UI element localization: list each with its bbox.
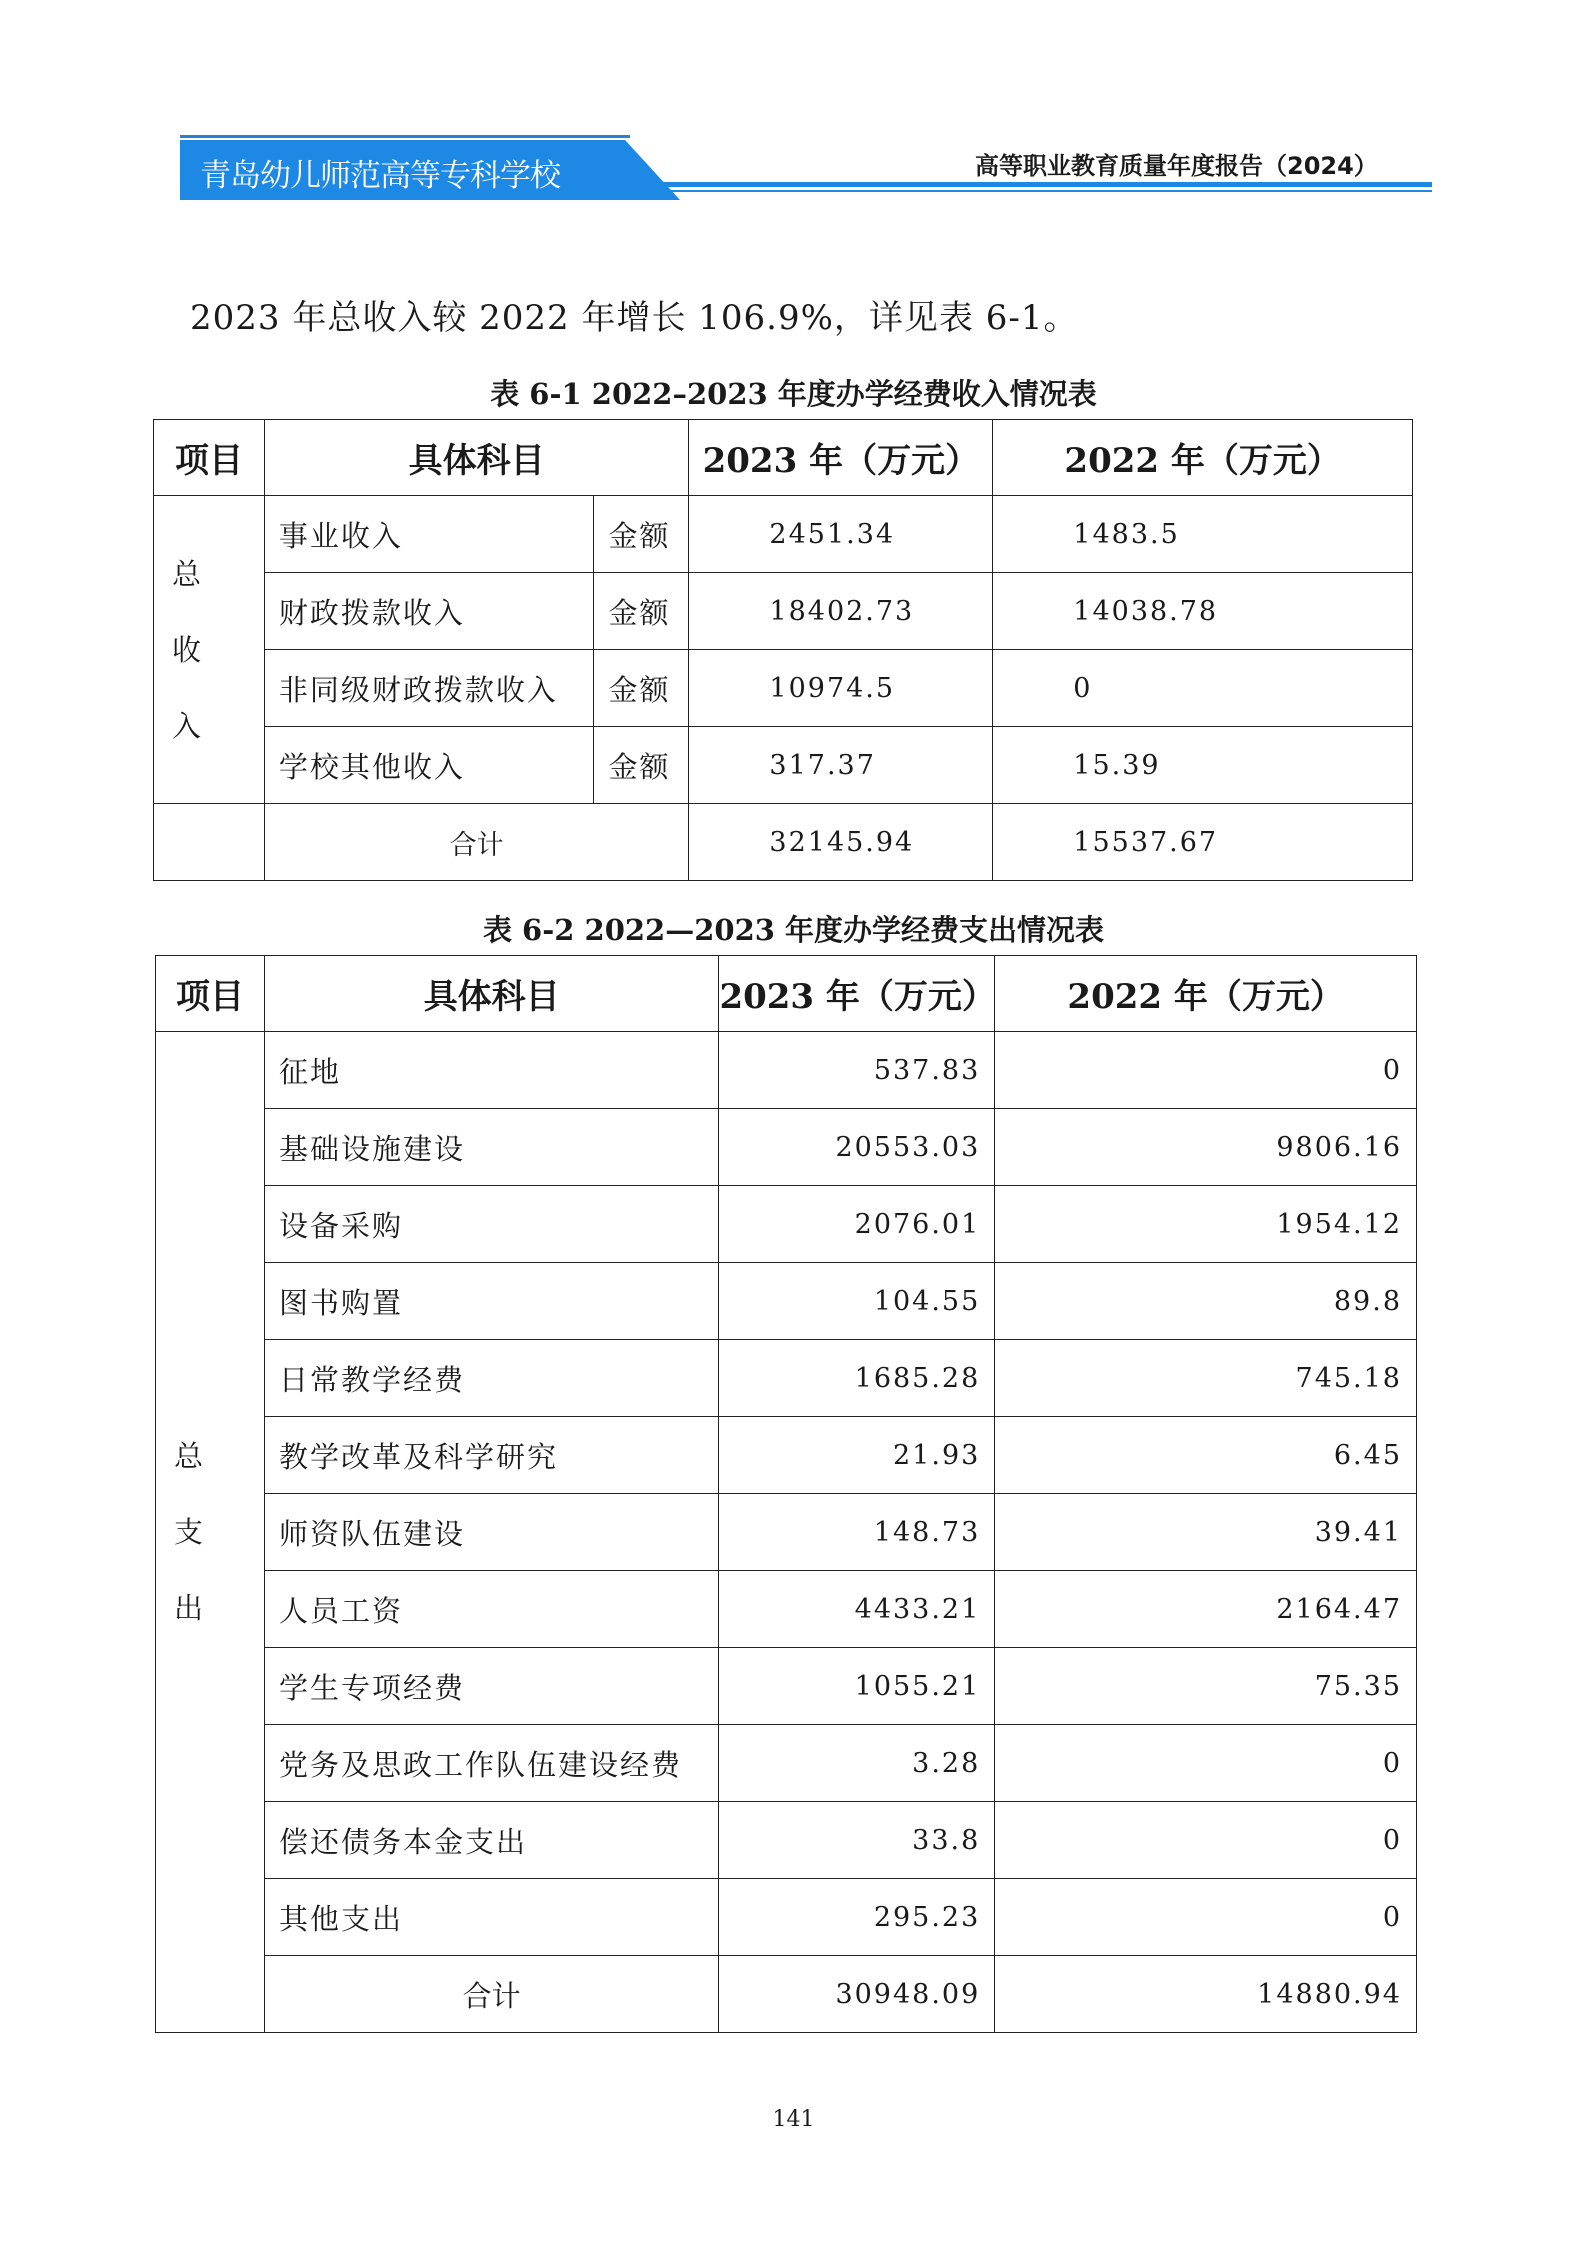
value-2023: 1685.28 <box>719 1340 995 1417</box>
value-2023: 20553.03 <box>719 1109 995 1186</box>
table-row <box>156 1879 1417 1956</box>
value-2022: 0 <box>995 1725 1417 1802</box>
header-cell: 2023 年（万元） <box>719 956 995 1032</box>
value-2022: 1954.12 <box>995 1186 1417 1263</box>
value-2023: 18402.73 <box>689 573 993 650</box>
value-2022: 745.18 <box>995 1340 1417 1417</box>
value-2022: 1483.5 <box>993 496 1413 573</box>
row-item: 师资队伍建设 <box>264 1494 719 1571</box>
row-item: 征地 <box>264 1032 719 1109</box>
value-2022: 39.41 <box>995 1494 1417 1571</box>
row-item: 设备采购 <box>264 1186 719 1263</box>
value-2023: 33.8 <box>719 1802 995 1879</box>
row-unit: 金额 <box>594 496 689 573</box>
row-unit: 金额 <box>594 727 689 804</box>
header-top-line <box>180 135 630 138</box>
total-2023: 30948.09 <box>719 1956 995 2033</box>
table1-caption: 表 6-1 2022–2023 年度办学经费收入情况表 <box>490 377 1097 411</box>
total-2022: 15537.67 <box>993 804 1413 881</box>
value-2022: 15.39 <box>993 727 1413 804</box>
row-item: 学校其他收入 <box>264 727 594 804</box>
table-row <box>156 1186 1417 1263</box>
table-row <box>156 1263 1417 1340</box>
income-table <box>153 419 1413 881</box>
total-2023: 32145.94 <box>689 804 993 881</box>
table-row <box>156 1340 1417 1417</box>
row-item: 党务及思政工作队伍建设经费 <box>264 1725 719 1802</box>
total-label: 合计 <box>264 1956 719 2033</box>
table-row <box>156 1802 1417 1879</box>
table-row <box>154 727 1413 804</box>
value-2022: 14038.78 <box>993 573 1413 650</box>
row-item: 事业收入 <box>264 496 594 573</box>
page-number: 141 <box>772 2107 815 2132</box>
total-2022: 14880.94 <box>995 1956 1417 2033</box>
value-2023: 1055.21 <box>719 1648 995 1725</box>
value-2022: 0 <box>993 650 1413 727</box>
table-row <box>156 1494 1417 1571</box>
table-row <box>156 1109 1417 1186</box>
group-label-tail <box>154 804 265 881</box>
group-label: 总 支 出 <box>156 1032 265 2033</box>
group-label: 总 收 入 <box>154 496 265 804</box>
value-2023: 2076.01 <box>719 1186 995 1263</box>
table-row <box>154 573 1413 650</box>
value-2023: 295.23 <box>719 1879 995 1956</box>
value-2023: 317.37 <box>689 727 993 804</box>
row-unit: 金额 <box>594 650 689 727</box>
value-2022: 0 <box>995 1802 1417 1879</box>
value-2023: 148.73 <box>719 1494 995 1571</box>
row-item: 图书购置 <box>264 1263 719 1340</box>
header-cell: 2023 年（万元） <box>689 420 993 496</box>
value-2022: 0 <box>995 1032 1417 1109</box>
row-item: 财政拨款收入 <box>264 573 594 650</box>
value-2023: 10974.5 <box>689 650 993 727</box>
header-cell: 项目 <box>154 420 265 496</box>
value-2023: 104.55 <box>719 1263 995 1340</box>
value-2022: 0 <box>995 1879 1417 1956</box>
value-2023: 3.28 <box>719 1725 995 1802</box>
table-row <box>154 496 1413 573</box>
row-item: 教学改革及科学研究 <box>264 1417 719 1494</box>
table-total-row <box>156 1956 1417 2033</box>
header-school-name: 青岛幼儿师范高等专科学校 <box>200 158 560 194</box>
row-item: 其他支出 <box>264 1879 719 1956</box>
header-cell: 具体科目 <box>264 956 719 1032</box>
row-item: 非同级财政拨款收入 <box>264 650 594 727</box>
table-total-row <box>154 804 1413 881</box>
value-2022: 9806.16 <box>995 1109 1417 1186</box>
row-item: 基础设施建设 <box>264 1109 719 1186</box>
value-2023: 537.83 <box>719 1032 995 1109</box>
expense-table <box>155 955 1417 2033</box>
row-item: 偿还债务本金支出 <box>264 1802 719 1879</box>
table-row <box>156 1571 1417 1648</box>
intro-paragraph: 2023 年总收入较 2022 年增长 106.9%，详见表 6-1。 <box>190 298 1079 338</box>
header-report-title: 高等职业教育质量年度报告（2024） <box>975 152 1378 180</box>
value-2023: 4433.21 <box>719 1571 995 1648</box>
table-row <box>154 650 1413 727</box>
value-2022: 89.8 <box>995 1263 1417 1340</box>
value-2023: 21.93 <box>719 1417 995 1494</box>
value-2022: 2164.47 <box>995 1571 1417 1648</box>
row-unit: 金额 <box>594 573 689 650</box>
row-item: 学生专项经费 <box>264 1648 719 1725</box>
table-row <box>156 1725 1417 1802</box>
header-cell: 具体科目 <box>264 420 688 496</box>
value-2022: 75.35 <box>995 1648 1417 1725</box>
table-row <box>156 1032 1417 1109</box>
table-row <box>156 1417 1417 1494</box>
table-header-row <box>156 956 1417 1032</box>
table-row <box>156 1648 1417 1725</box>
header-cell: 2022 年（万元） <box>995 956 1417 1032</box>
value-2022: 6.45 <box>995 1417 1417 1494</box>
value-2023: 2451.34 <box>689 496 993 573</box>
total-label: 合计 <box>264 804 688 881</box>
row-item: 日常教学经费 <box>264 1340 719 1417</box>
header-cell: 项目 <box>156 956 265 1032</box>
header-rule <box>650 182 1432 192</box>
header-cell: 2022 年（万元） <box>993 420 1413 496</box>
table-header-row <box>154 420 1413 496</box>
table2-caption: 表 6-2 2022—2023 年度办学经费支出情况表 <box>482 913 1105 947</box>
row-item: 人员工资 <box>264 1571 719 1648</box>
